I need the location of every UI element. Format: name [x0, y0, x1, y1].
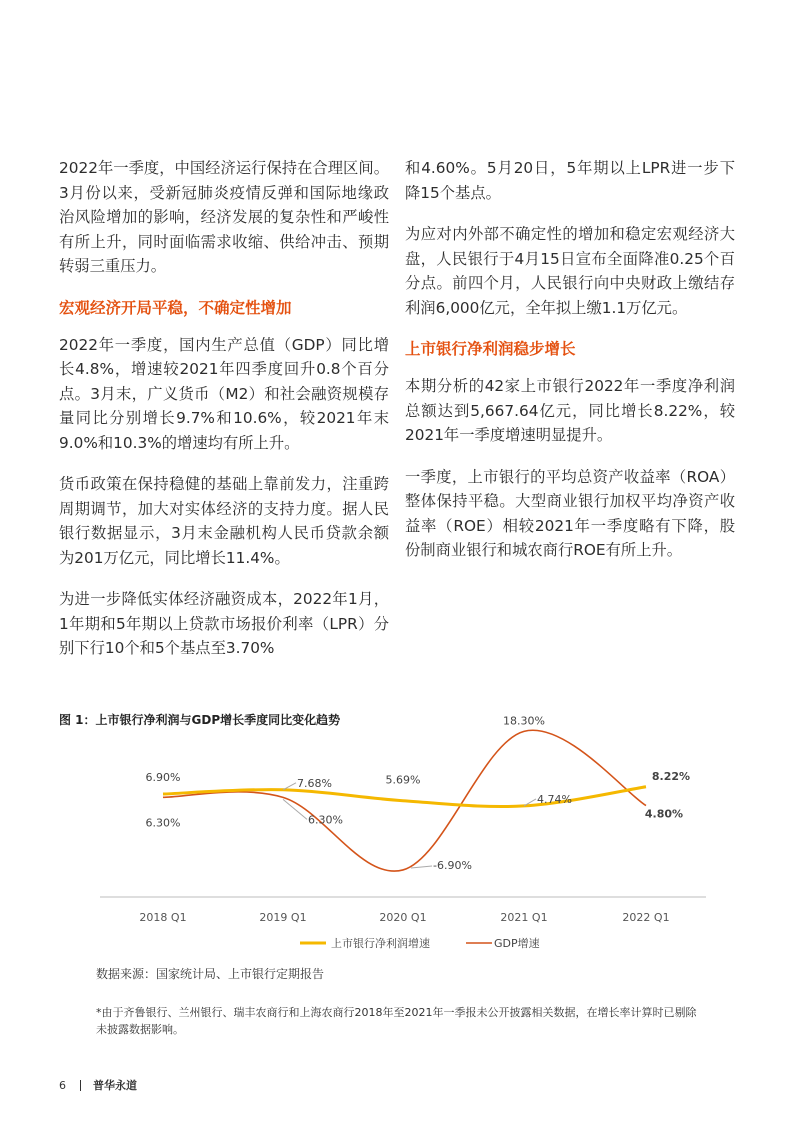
footer-divider	[80, 1080, 81, 1091]
data-label-net-profit: 4.74%	[537, 792, 572, 806]
section-heading: 宏观经济开局平稳，不确定性增加	[59, 298, 292, 317]
body-paragraph: 一季度，上市银行的平均总资产收益率（ROA）整体保持平稳。大型商业银行加权平均净资产收益率（ROE）相较2021年一季度略有下降，股份制商业银行和城农商行ROE有所上升。	[405, 467, 735, 559]
series-line-net-profit	[163, 787, 646, 807]
right-column	[405, 156, 735, 580]
data-label-net-profit: 5.69%	[385, 773, 421, 787]
data-label-gdp: 6.30%	[308, 813, 343, 827]
section-heading: 上市银行净利润稳步增长	[405, 340, 576, 358]
body-paragraph: 为进一步降低实体经济融资成本，2022年1月，1年期和5年期以上贷款市场报价利率（LPR）分别下行10个和5个基点至3.70%	[59, 590, 389, 657]
x-tick-label: 2019 Q1	[259, 911, 307, 924]
data-label-gdp: -6.90%	[433, 858, 472, 872]
brand-name: 普华永道	[93, 1079, 137, 1092]
body-paragraph: 货币政策在保持稳健的基础上靠前发力，注重跨周期调节，加大对实体经济的支持力度。据人民银行数据显示，3月末金融机构人民币贷款余额为201万亿元，同比增长11.4%。	[59, 475, 389, 567]
label-leader-line	[411, 866, 432, 868]
body-paragraph: 本期分析的42家上市银行2022年一季度净利润总额达到5,667.64亿元，同比增长8.22%，较2021年一季度增速明显提升。	[405, 377, 735, 444]
footnote: *由于齐鲁银行、兰州银行、瑞丰农商行和上海农商行2018年至2021年一季报未公开披露相关数据，在增长率计算时已剔除未披露数据影响。	[96, 1006, 697, 1036]
data-label-net-profit: 7.68%	[297, 776, 332, 790]
body-paragraph: 2022年一季度，中国经济运行保持在合理区间。3月份以来，受新冠肺炎疫情反弹和国际地缘政治风险增加的影响，经济发展的复杂性和严峻性有所上升，同时面临需求收缩、供给冲击、预期转弱三重压力。	[59, 159, 389, 275]
data-label-gdp: 4.80%	[644, 807, 684, 821]
label-leader-line	[524, 799, 536, 806]
legend-label-net-profit: 上市银行净利润增速	[331, 937, 430, 950]
legend-label-gdp: GDP增速	[494, 937, 540, 950]
x-tick-label: 2020 Q1	[379, 911, 427, 924]
label-leader-line	[283, 799, 307, 819]
data-label-net-profit: 8.22%	[651, 769, 691, 783]
body-paragraph: 为应对内外部不确定性的增加和稳定宏观经济大盘，人民银行于4月15日宣布全面降准0.25个百分点。前四个月，人民银行向中央财政上缴结存利润6,000亿元，全年拟上缴1.1万亿元。	[405, 225, 735, 317]
page-footer	[59, 1077, 137, 1093]
figure-title: 图 1：上市银行净利润与GDP增长季度同比变化趋势	[59, 713, 341, 727]
series-line-gdp	[163, 730, 646, 871]
page-number: 6	[59, 1078, 66, 1092]
left-column	[59, 156, 389, 678]
label-leader-line	[283, 783, 296, 790]
x-tick-label: 2022 Q1	[622, 911, 670, 924]
body-paragraph: 2022年一季度，国内生产总值（GDP）同比增长4.8%，增速较2021年四季度回升0.8个百分点。3月末，广义货币（M2）和社会融资规模存量同比分别增长9.7%和10.6%，较2021年末9.0%和10.3%的增速均有所上升。	[59, 335, 389, 452]
data-label-gdp: 6.30%	[145, 816, 181, 830]
data-source: 数据来源：国家统计局、上市银行定期报告	[96, 967, 325, 981]
body-paragraph: 和4.60%。5月20日，5年期以上LPR进一步下降15个基点。	[405, 159, 735, 202]
x-tick-label: 2018 Q1	[139, 911, 187, 924]
data-label-gdp: 18.30%	[503, 714, 545, 728]
x-tick-label: 2021 Q1	[500, 911, 548, 924]
data-label-net-profit: 6.90%	[145, 771, 181, 785]
